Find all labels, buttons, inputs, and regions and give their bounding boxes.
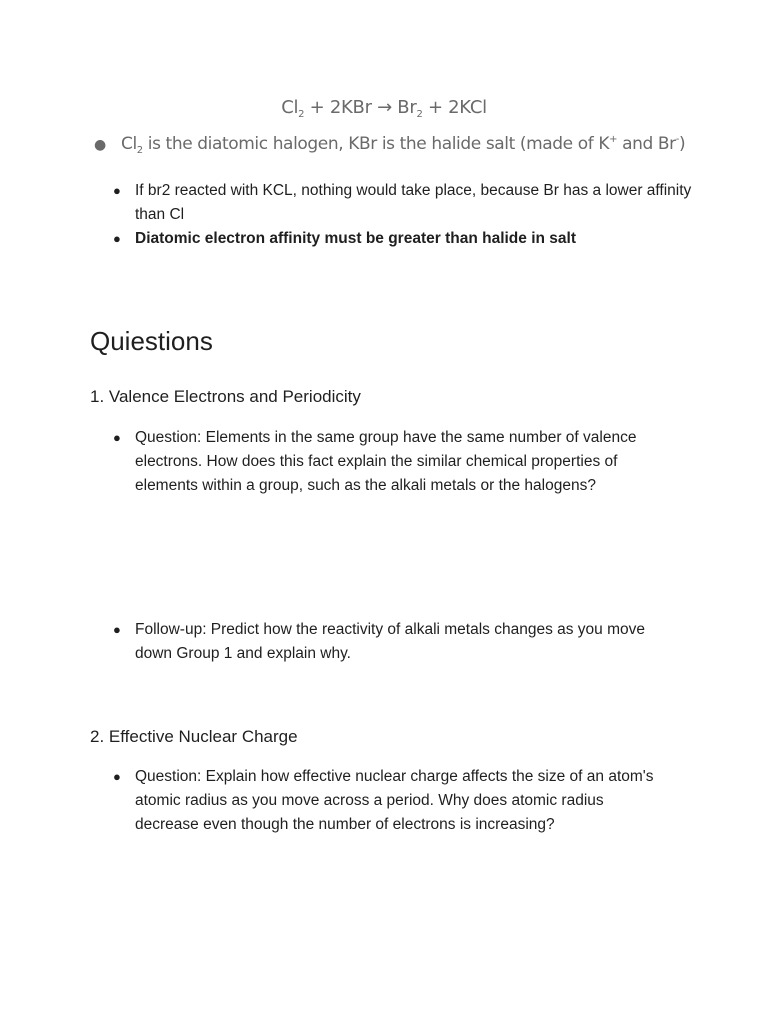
section-1-list bbox=[113, 426, 665, 498]
bullet-icon: ● bbox=[113, 231, 121, 246]
notes-list bbox=[113, 179, 695, 251]
image-bullet-text-part3: and Br bbox=[617, 134, 676, 154]
image-bullet-text-part4: ) bbox=[678, 134, 686, 154]
note-text: If br2 reacted with KCL, nothing would take place, because Br has a lower affinity than Cl bbox=[135, 182, 692, 223]
image-bullet-subscript: 2 bbox=[136, 145, 143, 156]
followup-text: Follow-up: Predict how the reactivity of alkali metals changes as you move down Group 1 and explain why. bbox=[135, 621, 646, 662]
bullet-icon: ● bbox=[113, 430, 121, 445]
equation-reactant1: Cl bbox=[281, 97, 299, 118]
section-2-list bbox=[113, 765, 665, 837]
list-item bbox=[113, 765, 665, 837]
note-text-bold: Diatomic electron affinity must be greater than halide in salt bbox=[135, 230, 576, 247]
equation-product1-subscript: 2 bbox=[416, 109, 423, 120]
image-bullet-text-part1: Cl bbox=[121, 134, 137, 154]
question-text: Question: Explain how effective nuclear charge affects the size of an atom's atomic radius as you move across a period. Why does atomic radius decrease even though the number of electrons is increasing? bbox=[135, 768, 654, 833]
halogen-description-bullet bbox=[94, 134, 734, 154]
equation-reactant1-subscript: 2 bbox=[298, 109, 305, 120]
chemical-equation bbox=[0, 97, 768, 118]
bullet-icon: ● bbox=[113, 769, 121, 784]
bullet-icon: ● bbox=[113, 622, 121, 637]
list-item bbox=[113, 227, 695, 251]
list-item bbox=[113, 618, 665, 666]
section-title: 1. Valence Electrons and Periodicity bbox=[90, 387, 361, 406]
equation-product1: Br bbox=[391, 97, 417, 118]
section-1-followup-list bbox=[113, 618, 665, 666]
list-item bbox=[113, 426, 665, 498]
question-text: Question: Elements in the same group have the same number of valence electrons. How does this fact explain the similar chemical properties of elements within a group, such as the alkali metals or the halogens? bbox=[135, 429, 637, 494]
list-item bbox=[113, 179, 695, 227]
image-bullet-superscript-plus: + bbox=[609, 134, 618, 145]
reaction-arrow-icon: → bbox=[377, 97, 392, 118]
questions-heading: Quiestions bbox=[90, 326, 213, 356]
section-title: 2. Effective Nuclear Charge bbox=[90, 727, 298, 746]
bullet-icon: ● bbox=[94, 137, 106, 153]
equation-plus2: + 2KCl bbox=[422, 97, 487, 118]
image-bullet-superscript-minus: - bbox=[675, 134, 679, 145]
bullet-icon: ● bbox=[113, 183, 121, 198]
image-bullet-text-part2: is the diatomic halogen, KBr is the halide salt (made of K bbox=[142, 134, 610, 154]
equation-plus1: + 2KBr bbox=[304, 97, 378, 118]
